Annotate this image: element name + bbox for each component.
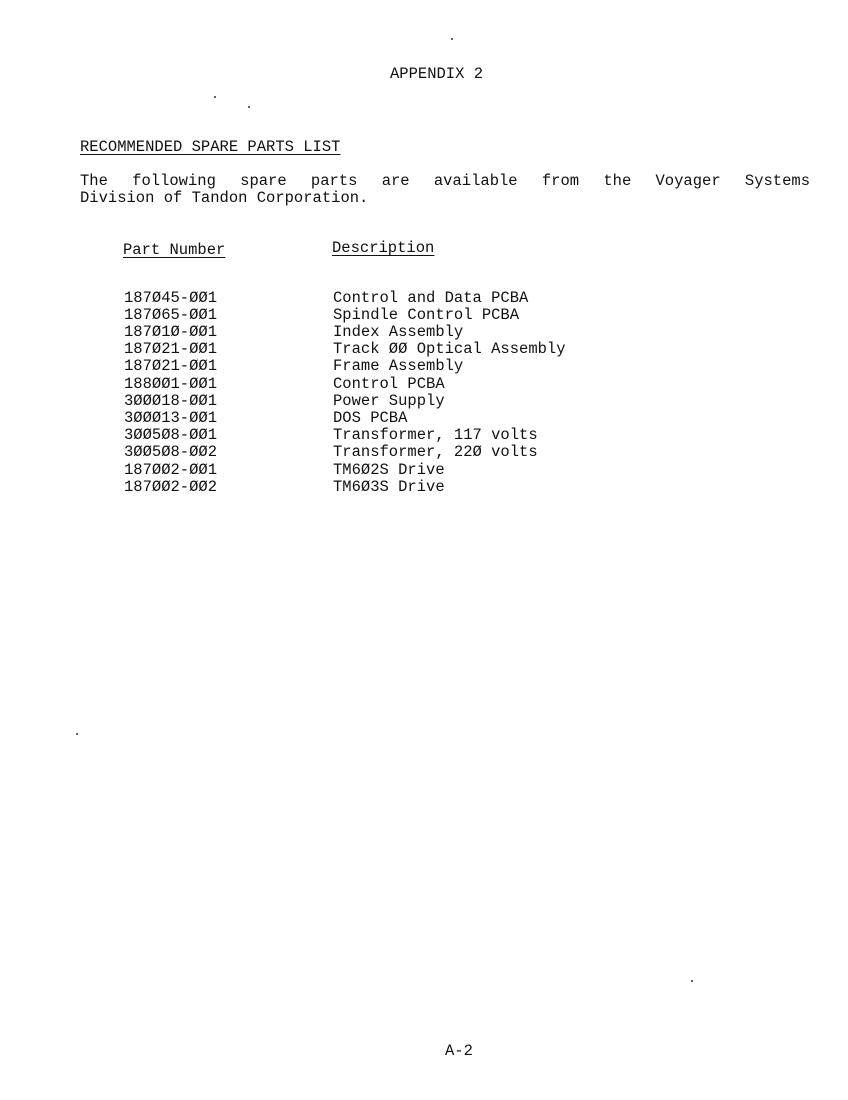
part-number: 3ØØ5Ø8-ØØ2 [124, 443, 218, 461]
part-number: 3ØØØ18-ØØ1 [124, 392, 218, 410]
page-number: A-2 [445, 1042, 473, 1060]
part-description: TM6Ø2S Drive [333, 461, 445, 479]
part-number: 3ØØØ13-ØØ1 [124, 409, 218, 427]
scan-speck [248, 106, 250, 108]
part-description: TM6Ø3S Drive [333, 478, 445, 496]
section-title: RECOMMENDED SPARE PARTS LIST [80, 138, 341, 156]
appendix-heading: APPENDIX 2 [390, 65, 484, 83]
part-number: 187Ø21-ØØ1 [124, 357, 218, 375]
part-description: Index Assembly [333, 323, 464, 341]
part-description: DOS PCBA [333, 409, 408, 427]
part-number: 187Ø45-ØØ1 [124, 289, 218, 307]
part-description: Transformer, 117 volts [333, 426, 538, 444]
column-header-description: Description [332, 239, 435, 257]
scan-speck [76, 733, 78, 735]
part-description: Control and Data PCBA [333, 289, 529, 307]
column-header-part-number: Part Number [123, 241, 226, 259]
part-number: 188ØØ1-ØØ1 [124, 375, 218, 393]
scan-speck [691, 980, 693, 982]
part-number: 3ØØ5Ø8-ØØ1 [124, 426, 218, 444]
scan-speck [451, 38, 453, 40]
part-description: Frame Assembly [333, 357, 464, 375]
part-description: Control PCBA [333, 375, 445, 393]
part-number: 187Ø65-ØØ1 [124, 306, 218, 324]
scan-speck [214, 96, 216, 98]
part-description: Power Supply [333, 392, 445, 410]
intro-text-line-1: The following spare parts are available from the Voyager Systems [80, 172, 810, 190]
part-description: Transformer, 22Ø volts [333, 443, 538, 461]
part-number: 187ØØ2-ØØ1 [124, 461, 218, 479]
part-number: 187Ø21-ØØ1 [124, 340, 218, 358]
part-number: 187Ø1Ø-ØØ1 [124, 323, 218, 341]
part-description: Track ØØ Optical Assembly [333, 340, 566, 358]
intro-line-2-text: Division of Tandon Corporation. [80, 189, 369, 207]
part-number: 187ØØ2-ØØ2 [124, 478, 218, 496]
intro-text-line-2 [80, 190, 368, 207]
part-description: Spindle Control PCBA [333, 306, 520, 324]
